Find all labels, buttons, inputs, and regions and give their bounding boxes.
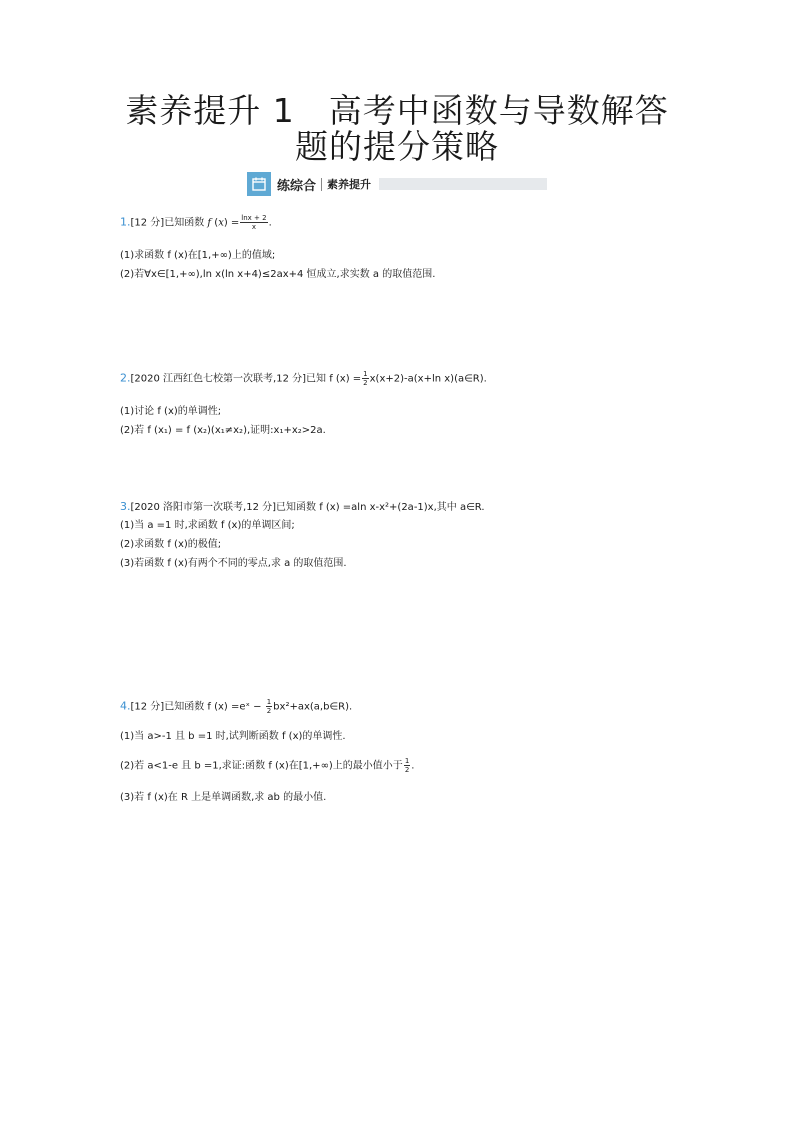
banner-label-literacy: 素养提升 (327, 178, 372, 191)
question-4-part-3: (3)若 f (x)在 R 上是单调函数,求 ab 的最小值. (120, 792, 327, 803)
calendar-icon (247, 172, 271, 196)
question-3-part-3: (3)若函数 f (x)有两个不同的零点,求 a 的取值范围. (120, 558, 347, 569)
question-1-part-1: (1)求函数 f (x)在[1,+∞)上的值域; (120, 250, 276, 261)
page-title-line-2: 题的提分策略 (295, 127, 499, 166)
section-banner (247, 172, 547, 196)
question-4-stem: 4.[12 分]已知函数 f (x) =eˣ − $\frac{1}{2}$ bx²+ax(a,b∈R). (120, 698, 353, 715)
fraction: $\frac{1}{2}$ (404, 757, 410, 774)
question-3-stem: 3.[2020 洛阳市第一次联考,12 分]已知函数 f (x) =aln x-x²+(2a-1)x,其中 a∈R. (120, 500, 485, 513)
question-number: 3. (120, 500, 131, 513)
banner-divider (321, 178, 322, 191)
question-3-part-1: (1)当 a =1 时,求函数 f (x)的单调区间; (120, 520, 295, 531)
banner-bar (379, 178, 547, 190)
question-number: 2. (120, 371, 131, 385)
banner-label-practice: 练综合 (277, 178, 317, 194)
question-2-part-1: (1)讨论 f (x)的单调性; (120, 406, 222, 417)
fraction: $\frac{1}{2}$ (266, 698, 272, 715)
question-number: 1. (120, 215, 131, 229)
question-4-part-2: (2)若 a<1-e 且 b =1,求证:函数 f (x)在[1,+∞)上的最小值小于 $\frac{1}{2}$ . (120, 757, 415, 774)
question-4-part-1: (1)当 a>-1 且 b =1 时,试判断函数 f (x)的单调性. (120, 731, 346, 742)
fraction: $\frac{1}{2}$ (363, 370, 368, 387)
question-2-stem: 2.[2020 江西红色七校第一次联考,12 分]已知 f (x) = $\frac{1}{2}$ x(x+2)-a(x+ln x)(a∈R). (120, 370, 487, 387)
fraction: $\frac{\ln x + 2}{x}$ (241, 214, 267, 231)
page-title-line-1: 素养提升 1 高考中函数与导数解答 (125, 91, 669, 130)
question-2-part-2: (2)若 f (x₁) = f (x₂)(x₁≠x₂),证明:x₁+x₂>2a. (120, 425, 326, 436)
question-1-stem: 1.[12 分]已知函数 f (x) = $\frac{\ln x + 2}{x}$ . (120, 214, 272, 231)
question-1-part-2: (2)若∀x∈[1,+∞),ln x(ln x+4)≤2ax+4 恒成立,求实数 a 的取值范围. (120, 269, 436, 280)
question-number: 4. (120, 699, 131, 713)
question-3-part-2: (2)求函数 f (x)的极值; (120, 539, 222, 550)
